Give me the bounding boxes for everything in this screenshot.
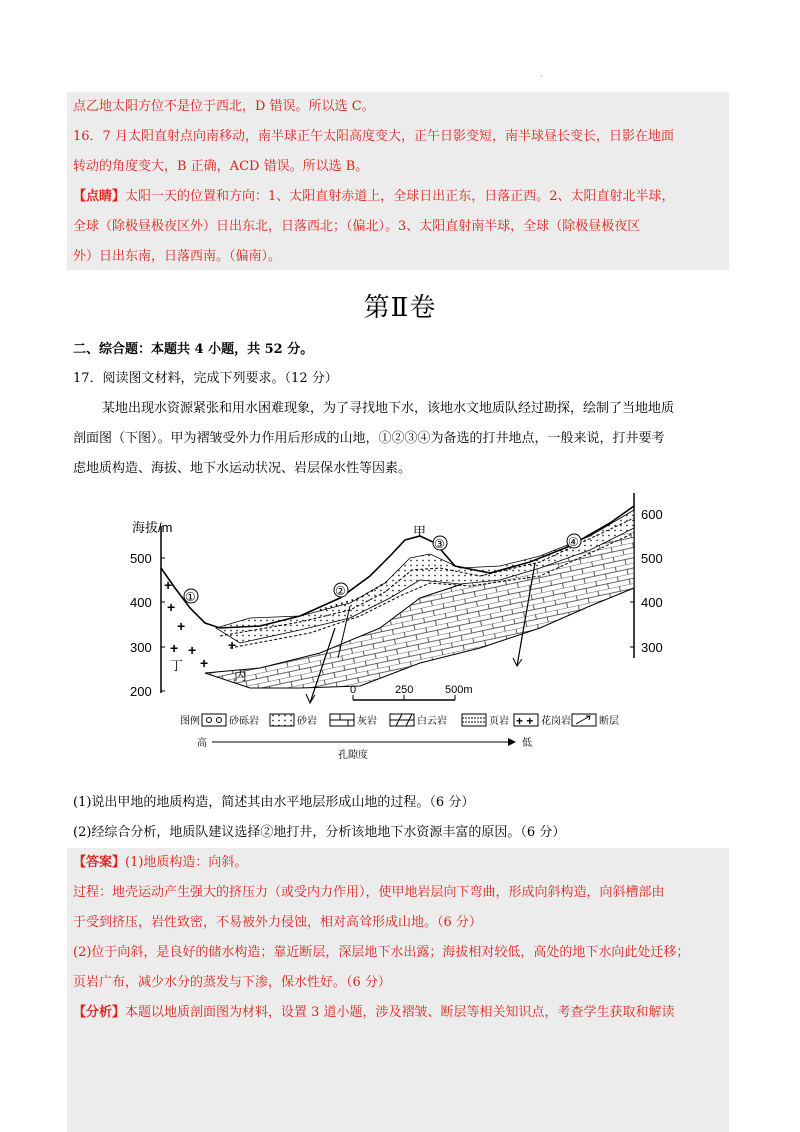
explanation-line: 16．7 月太阳直射点向南移动，南半球正午太阳高度变大，正午日影变短，南半球昼长变长，日影在地面 [73, 129, 674, 144]
legend-item: 断层 [599, 716, 619, 727]
place-bing: 丙 [234, 668, 248, 683]
point-label: ③ [434, 537, 445, 551]
tip-tag: 【点睛】 [73, 189, 126, 204]
answer-text: (1)地质构造：向斜。 [125, 855, 248, 870]
legend-item: 砂岩 [297, 716, 317, 727]
section-title: 第Ⅱ卷 [363, 293, 437, 323]
question-1: (1)说出甲地的地质构造，简述其由水平地层形成山地的过程。（6 分） [73, 795, 475, 810]
left-tick: 300 [130, 640, 152, 655]
porosity-low: 低 [522, 738, 532, 749]
left-tick: 200 [130, 684, 152, 699]
analysis-text: 本题以地质剖面图为材料，设置 3 道小题，涉及褶皱、断层等相关知识点，考查学生获取和解读 [125, 1005, 675, 1020]
porosity-label: 孔隙度 [338, 750, 368, 761]
left-tick: 400 [130, 595, 152, 610]
point-label: ② [335, 584, 346, 598]
svg-text:+: + [170, 640, 179, 656]
explanation-box [67, 92, 729, 270]
svg-text:+: + [228, 637, 237, 653]
svg-text:+: + [164, 577, 173, 593]
left-tick: 500 [130, 551, 152, 566]
place-ding: 丁 [170, 658, 184, 673]
answer-tag: 【答案】 [73, 855, 126, 870]
place-jia: 甲 [413, 524, 427, 539]
answer-line: 于受到挤压，岩性致密，不易被外力侵蚀，相对高耸形成山地。（6 分） [73, 915, 482, 930]
point-label: ④ [568, 535, 579, 549]
explanation-line: 点乙地太阳方位不是位于西北，D 错误。所以选 C。 [73, 99, 375, 114]
explanation-line: 转动的角度变大，B 正确，ACD 错误。所以选 B。 [73, 159, 369, 174]
scale-label: 0 [350, 684, 357, 696]
material-paragraph: 剖面图（下图）。甲为褶皱受外力作用后形成的山地，①②③④为备选的打井地点，一般来说，打井要考 [73, 431, 665, 446]
analysis-line [73, 1002, 675, 1024]
material-paragraph: 虑地质构造、海拔、地下水运动状况、岩层保水性等因素。 [73, 461, 412, 476]
legend-item: 页岩 [489, 716, 509, 727]
svg-text:+ +: + + [516, 714, 534, 728]
svg-text:+: + [167, 599, 176, 615]
porosity-high: 高 [197, 738, 207, 749]
legend-item: 花岗岩 [541, 716, 571, 727]
answer-line: 页岩广布，减少水分的蒸发与下渗，保水性好。（6 分） [73, 975, 391, 990]
granite-marks [164, 577, 236, 671]
analysis-tag: 【分析】 [73, 1005, 126, 1020]
legend-item: 灰岩 [357, 716, 377, 727]
svg-text:+: + [188, 642, 197, 658]
question-heading: 17．阅读图文材料，完成下列要求。（12 分） [73, 371, 338, 386]
tip-text: 太阳一天的位置和方向：1、太阳直射赤道上，全球日出正东，日落正西。2、太阳直射北半球， [125, 189, 675, 204]
y-axis-label: 海拔/m [132, 520, 173, 535]
tip-line [73, 186, 675, 208]
material-paragraph: 某地出现水资源紧张和用水困难现象，为了寻找地下水，该地水文地质队经过勘探，绘制了当地地质 [102, 401, 675, 416]
answer-line: 过程：地壳运动产生强大的挤压力（或受内力作用），使甲地岩层向下弯曲，形成向斜构造，向斜槽部由 [73, 885, 665, 900]
legend-item: 砂砾岩 [229, 716, 259, 727]
question-2: (2)经综合分析，地质队建议选择②地打井，分析该地地下水资源丰富的原因。（6 分） [73, 825, 566, 840]
explanation-line: 外）日出东南，日落西南。（偏南）。 [73, 249, 282, 264]
right-ticks [630, 507, 663, 655]
legend [202, 714, 619, 728]
right-tick: 400 [641, 595, 663, 610]
page-dot: · [540, 72, 543, 81]
answer-line: (2)位于向斜，是良好的储水构造；靠近断层，深层地下水出露；海拔相对较低，高处的地下水向此处迁移； [73, 945, 690, 960]
legend-item: 白云岩 [417, 716, 447, 727]
legend-title: 图例 [180, 716, 200, 727]
right-tick: 500 [641, 551, 663, 566]
right-tick: 600 [641, 507, 663, 522]
explanation-line: 全球（除极昼极夜区外）日出东北，日落西北；（偏北）。3、太阳直射南半球，全球（除极昼极夜区 [73, 219, 641, 234]
geologic-profile-figure [120, 488, 680, 763]
scale-label: 500m [445, 684, 473, 696]
left-ticks [130, 551, 165, 699]
svg-text:+: + [200, 655, 209, 671]
scale-label: 250 [395, 684, 414, 696]
svg-text:+: + [177, 618, 186, 634]
part-heading: 二、综合题：本题共 4 小题，共 52 分。 [73, 342, 314, 357]
right-tick: 300 [641, 640, 663, 655]
answer-line [73, 852, 247, 874]
point-label: ① [185, 590, 196, 604]
